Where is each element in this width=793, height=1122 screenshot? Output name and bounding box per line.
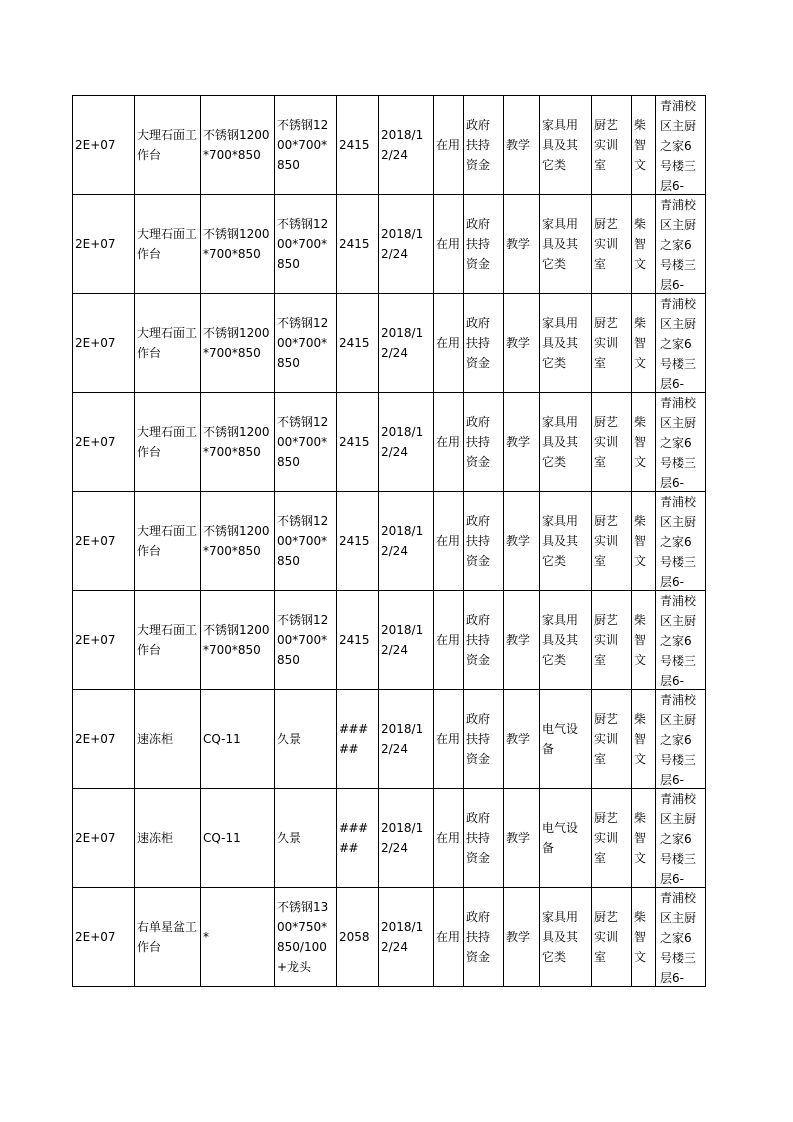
cell-status: 在用 — [434, 96, 464, 195]
table-row — [73, 591, 706, 690]
table-row — [73, 888, 706, 987]
cell-keeper: 柴智文 — [632, 393, 656, 492]
cell-status: 在用 — [434, 393, 464, 492]
cell-location-text: 青浦校区主厨之家6号楼三层6- — [660, 297, 697, 391]
table-row — [73, 294, 706, 393]
cell-dept: 厨艺实训室 — [592, 195, 632, 294]
cell-model: 不锈钢1200*700*850 — [201, 492, 275, 591]
cell-location-text: 青浦校区主厨之家6号楼三层6- — [660, 792, 697, 886]
cell-code: 2E+07 — [73, 690, 135, 789]
cell-model: * — [201, 888, 275, 987]
cell-spec: 不锈钢1200*700*850 — [275, 492, 337, 591]
cell-category: 电气设备 — [540, 789, 592, 888]
cell-name: 速冻柜 — [135, 789, 201, 888]
cell-location — [656, 195, 706, 294]
cell-fund: 政府扶持资金 — [464, 294, 504, 393]
cell-code: 2E+07 — [73, 195, 135, 294]
cell-price: 2058 — [337, 888, 379, 987]
cell-use: 教学 — [504, 195, 540, 294]
cell-keeper: 柴智文 — [632, 591, 656, 690]
cell-location — [656, 492, 706, 591]
cell-status: 在用 — [434, 195, 464, 294]
cell-location-text: 青浦校区主厨之家6号楼三层6- — [660, 396, 697, 490]
cell-date: 2018/12/24 — [379, 393, 434, 492]
cell-fund: 政府扶持资金 — [464, 96, 504, 195]
cell-dept: 厨艺实训室 — [592, 96, 632, 195]
cell-dept: 厨艺实训室 — [592, 690, 632, 789]
cell-category: 家具用具及其它类 — [540, 96, 592, 195]
cell-category: 家具用具及其它类 — [540, 888, 592, 987]
cell-use: 教学 — [504, 888, 540, 987]
cell-category: 家具用具及其它类 — [540, 294, 592, 393]
cell-code: 2E+07 — [73, 393, 135, 492]
cell-status: 在用 — [434, 690, 464, 789]
cell-status: 在用 — [434, 294, 464, 393]
cell-price: 2415 — [337, 96, 379, 195]
table-row — [73, 690, 706, 789]
table-row — [73, 96, 706, 195]
cell-spec: 不锈钢1300*750*850/100+龙头 — [275, 888, 337, 987]
table-row — [73, 492, 706, 591]
cell-keeper: 柴智文 — [632, 96, 656, 195]
cell-name: 大理石面工作台 — [135, 96, 201, 195]
cell-location-text: 青浦校区主厨之家6号楼三层6- — [660, 495, 697, 589]
cell-use: 教学 — [504, 492, 540, 591]
cell-dept: 厨艺实训室 — [592, 393, 632, 492]
cell-status: 在用 — [434, 888, 464, 987]
cell-use: 教学 — [504, 591, 540, 690]
cell-code: 2E+07 — [73, 294, 135, 393]
cell-name: 大理石面工作台 — [135, 492, 201, 591]
cell-fund: 政府扶持资金 — [464, 690, 504, 789]
cell-fund: 政府扶持资金 — [464, 195, 504, 294]
cell-price: 2415 — [337, 492, 379, 591]
cell-price: 2415 — [337, 294, 379, 393]
cell-name: 大理石面工作台 — [135, 195, 201, 294]
cell-fund: 政府扶持资金 — [464, 591, 504, 690]
cell-keeper: 柴智文 — [632, 789, 656, 888]
cell-category: 家具用具及其它类 — [540, 195, 592, 294]
cell-price: ##### — [337, 690, 379, 789]
cell-model: 不锈钢1200*700*850 — [201, 591, 275, 690]
cell-spec: 不锈钢1200*700*850 — [275, 195, 337, 294]
cell-location — [656, 294, 706, 393]
table-row — [73, 789, 706, 888]
cell-location — [656, 888, 706, 987]
cell-price: 2415 — [337, 195, 379, 294]
cell-model: 不锈钢1200*700*850 — [201, 294, 275, 393]
cell-use: 教学 — [504, 789, 540, 888]
cell-spec: 不锈钢1200*700*850 — [275, 591, 337, 690]
cell-spec: 不锈钢1200*700*850 — [275, 393, 337, 492]
cell-model: CQ-11 — [201, 789, 275, 888]
table-row — [73, 393, 706, 492]
cell-price: ##### — [337, 789, 379, 888]
cell-category: 电气设备 — [540, 690, 592, 789]
cell-fund: 政府扶持资金 — [464, 393, 504, 492]
cell-dept: 厨艺实训室 — [592, 789, 632, 888]
cell-category: 家具用具及其它类 — [540, 492, 592, 591]
cell-date: 2018/12/24 — [379, 789, 434, 888]
cell-date: 2018/12/24 — [379, 591, 434, 690]
cell-model: 不锈钢1200*700*850 — [201, 393, 275, 492]
cell-location-text: 青浦校区主厨之家6号楼三层6- — [660, 594, 697, 688]
cell-keeper: 柴智文 — [632, 888, 656, 987]
cell-keeper: 柴智文 — [632, 690, 656, 789]
cell-use: 教学 — [504, 690, 540, 789]
cell-spec: 久景 — [275, 789, 337, 888]
cell-name: 大理石面工作台 — [135, 294, 201, 393]
cell-location — [656, 393, 706, 492]
cell-model: 不锈钢1200*700*850 — [201, 96, 275, 195]
cell-location — [656, 690, 706, 789]
cell-price: 2415 — [337, 393, 379, 492]
cell-model: 不锈钢1200*700*850 — [201, 195, 275, 294]
cell-location — [656, 591, 706, 690]
cell-name: 速冻柜 — [135, 690, 201, 789]
cell-code: 2E+07 — [73, 492, 135, 591]
table-body — [73, 96, 706, 987]
cell-spec: 久景 — [275, 690, 337, 789]
cell-keeper: 柴智文 — [632, 492, 656, 591]
cell-code: 2E+07 — [73, 591, 135, 690]
cell-category: 家具用具及其它类 — [540, 393, 592, 492]
cell-model: CQ-11 — [201, 690, 275, 789]
asset-table — [72, 95, 706, 987]
cell-code: 2E+07 — [73, 888, 135, 987]
cell-keeper: 柴智文 — [632, 294, 656, 393]
cell-name: 大理石面工作台 — [135, 393, 201, 492]
cell-name: 大理石面工作台 — [135, 591, 201, 690]
cell-dept: 厨艺实训室 — [592, 888, 632, 987]
table-row — [73, 195, 706, 294]
cell-use: 教学 — [504, 393, 540, 492]
cell-date: 2018/12/24 — [379, 888, 434, 987]
cell-category: 家具用具及其它类 — [540, 591, 592, 690]
cell-location-text: 青浦校区主厨之家6号楼三层6- — [660, 891, 697, 985]
cell-location-text: 青浦校区主厨之家6号楼三层6- — [660, 99, 697, 193]
cell-status: 在用 — [434, 789, 464, 888]
cell-dept: 厨艺实训室 — [592, 492, 632, 591]
cell-code: 2E+07 — [73, 96, 135, 195]
cell-date: 2018/12/24 — [379, 294, 434, 393]
cell-date: 2018/12/24 — [379, 492, 434, 591]
cell-location — [656, 96, 706, 195]
cell-location — [656, 789, 706, 888]
cell-fund: 政府扶持资金 — [464, 492, 504, 591]
cell-location-text: 青浦校区主厨之家6号楼三层6- — [660, 198, 697, 292]
cell-status: 在用 — [434, 492, 464, 591]
cell-use: 教学 — [504, 96, 540, 195]
cell-date: 2018/12/24 — [379, 690, 434, 789]
cell-status: 在用 — [434, 591, 464, 690]
cell-spec: 不锈钢1200*700*850 — [275, 96, 337, 195]
cell-use: 教学 — [504, 294, 540, 393]
cell-fund: 政府扶持资金 — [464, 888, 504, 987]
cell-dept: 厨艺实训室 — [592, 591, 632, 690]
cell-name: 右单星盆工作台 — [135, 888, 201, 987]
cell-price: 2415 — [337, 591, 379, 690]
cell-keeper: 柴智文 — [632, 195, 656, 294]
cell-date: 2018/12/24 — [379, 195, 434, 294]
cell-dept: 厨艺实训室 — [592, 294, 632, 393]
cell-fund: 政府扶持资金 — [464, 789, 504, 888]
cell-code: 2E+07 — [73, 789, 135, 888]
cell-spec: 不锈钢1200*700*850 — [275, 294, 337, 393]
cell-location-text: 青浦校区主厨之家6号楼三层6- — [660, 693, 697, 787]
cell-date: 2018/12/24 — [379, 96, 434, 195]
